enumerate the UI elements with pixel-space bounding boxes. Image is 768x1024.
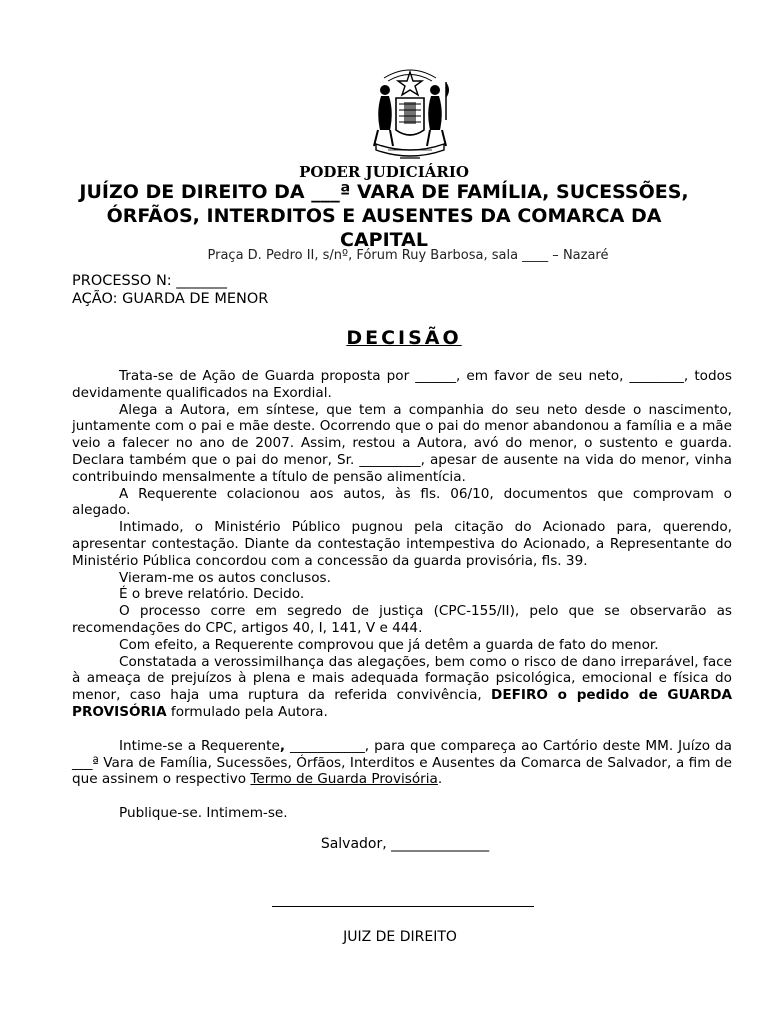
body-paragraph: Com efeito, a Requerente comprovou que já detêm a guarda de fato do menor. [119,636,659,653]
body-paragraph: É o breve relatório. Decido. [119,586,305,603]
body-paragraph: Intimado, o Ministério Público pugnou pela citação do Acionado para, querendo, apresentar contestação. Diante da contestação intempestiva do Acionado, a Representante do Ministério Pública concordou com a concessão da guarda provisória, fls. 39. [72,519,732,569]
decision-body [72,368,732,822]
paragraph-text: ___________, para que compareça ao Cartório deste MM. Juízo da ___ª Vara de Família, Sucessões, Órfãos, Interditos e Ausentes da Comarca de Salvador, a fim de que assinem o respectivo [72,737,732,788]
poder-judiciario-heading: PODER JUDICIÁRIO [299,163,469,181]
court-heading-line: ÓRFÃOS, INTERDITOS E AUSENTES DA COMARCA DA [106,205,662,227]
document-title: DECISÃO [346,327,462,349]
paragraph-text: Constatada a verossimilhança das alegações, bem como o risco de dano irreparável, face à ameaça de prejuízos à plena e mais adequada formação psicológica, emocional e física do menor, caso haja uma ruptura da referida convivência, [72,653,732,704]
body-paragraph: O processo corre em segredo de justiça (CPC-155/II), pelo que se observarão as recomendações do CPC, artigos 40, I, 141, V e 444. [72,603,732,636]
termo-underlined-text: Termo de Guarda Provisória [250,771,438,788]
body-paragraph-defiro [72,654,732,721]
judge-signature-label: JUIZ DE DIREITO [343,929,457,945]
body-paragraph: Vieram-me os autos conclusos. [119,569,331,586]
court-address: Praça D. Pedro II, s/nº, Fórum Ruy Barbosa, sala ____ – Nazaré [207,248,609,263]
body-paragraph-intime [72,738,732,788]
process-info [72,272,268,308]
publique-paragraph: Publique-se. Intimem-se. [119,805,288,822]
bold-comma: , [279,737,286,754]
court-heading-line: JUÍZO DE DIREITO DA ___ª VARA DE FAMÍLIA, SUCESSÕES, [79,181,689,203]
body-paragraph: A Requerente colacionou aos autos, às fls. 06/10, documentos que comprovam o alegado. [72,485,732,519]
place-date-line: Salvador, ______________ [320,836,490,852]
body-paragraph: Alega a Autora, em síntese, que tem a companhia do seu neto desde o nascimento, juntamente com o pai e mãe deste. Ocorrendo que o pai do menor abandonou a família e a mãe veio a falecer no ano de 2007. Assim, restou a Autora, avó do menor, o sustento e guarda. Declara também que o pai do menor, Sr. _________, apesar de ausente na vida do menor, vinha contribuindo mensalmente a título de pensão alimentícia. [72,401,732,485]
paragraph-text: formulado pela Autora. [166,703,328,720]
court-heading-line: CAPITAL [340,229,428,251]
process-number: PROCESSO N: _______ [72,273,228,289]
bahia-coat-of-arms-icon [366,60,454,162]
defiro-bold-text: DEFIRO o pedido de GUARDA PROVISÓRIA [72,687,733,720]
signature-line [272,906,534,907]
court-heading [60,180,708,252]
paragraph-text: Intime-se a Requerente [119,737,280,754]
process-action: AÇÃO: GUARDA DE MENOR [72,291,269,307]
paragraph-text: . [437,771,443,788]
body-paragraph: Trata-se de Ação de Guarda proposta por ______, em favor de seu neto, ________, todos devidamente qualificados na Exordial. [72,368,732,401]
